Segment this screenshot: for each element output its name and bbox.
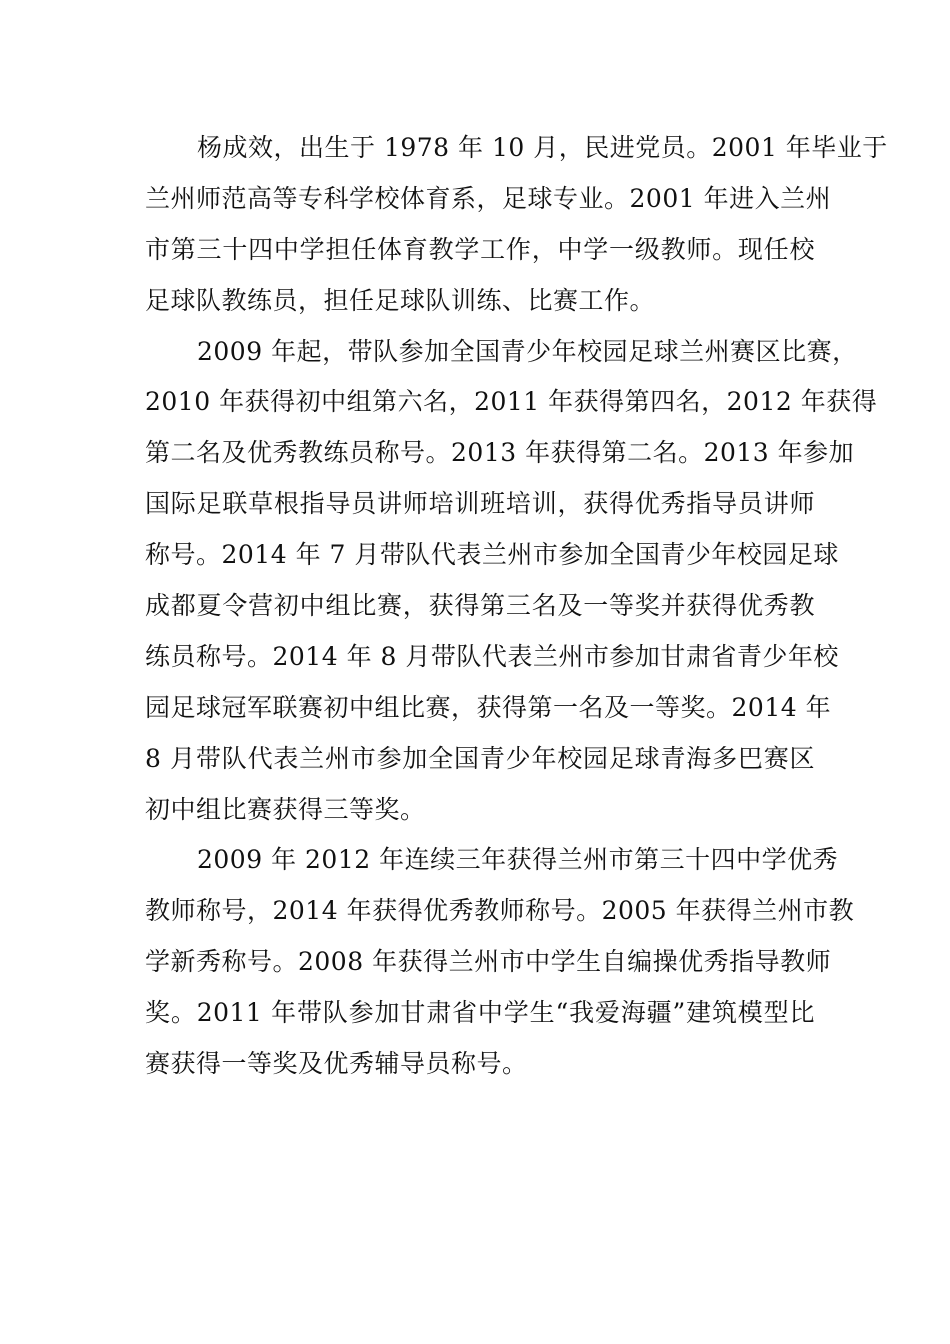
paragraph-2-line-4: 国际足联草根指导员讲师培训班培训，获得优秀指导员讲师 [145, 489, 815, 519]
paragraph-1-line-3: 市第三十四中学担任体育教学工作，中学一级教师。现任校 [145, 234, 815, 264]
paragraph-2-line-9: 8 月带队代表兰州市参加全国青少年校园足球青海多巴赛区 [145, 743, 815, 773]
paragraph-2-line-1: 2009 年起，带队参加全国青少年校园足球兰州赛区比赛， [197, 336, 858, 366]
paragraph-2-line-6: 成都夏令营初中组比赛，获得第三名及一等奖并获得优秀教 [145, 591, 815, 621]
paragraph-1-line-2: 兰州师范高等专科学校体育系，足球专业。2001 年进入兰州 [145, 183, 832, 213]
paragraph-1-line-1: 杨成效，出生于 1978 年 10 月，民进党员。2001 年毕业于 [197, 133, 888, 162]
paragraph-3-line-2: 教师称号，2014 年获得优秀教师称号。2005 年获得兰州市教 [145, 896, 855, 926]
paragraph-2-line-8: 园足球冠军联赛初中组比赛，获得第一名及一等奖。2014 年 [145, 692, 832, 722]
paragraph-3-line-1: 2009 年 2012 年连续三年获得兰州市第三十四中学优秀 [197, 845, 839, 875]
paragraph-3-line-5: 赛获得一等奖及优秀辅导员称号。 [145, 1049, 528, 1079]
biography-text [145, 123, 888, 1090]
paragraph-2-line-2: 2010 年获得初中组第六名，2011 年获得第四名，2012 年获得 [145, 387, 878, 417]
paragraph-2-line-3: 第二名及优秀教练员称号。2013 年获得第二名。2013 年参加 [145, 438, 855, 468]
paragraph-3-line-3: 学新秀称号。2008 年获得兰州市中学生自编操优秀指导教师 [145, 947, 832, 977]
paragraph-2-line-7: 练员称号。2014 年 8 月带队代表兰州市参加甘肃省青少年校 [145, 641, 839, 671]
paragraph-2-line-10: 初中组比赛获得三等奖。 [145, 794, 426, 824]
paragraph-2-line-5: 称号。2014 年 7 月带队代表兰州市参加全国青少年校园足球 [145, 540, 839, 570]
paragraph-1-line-4: 足球队教练员，担任足球队训练、比赛工作。 [145, 285, 656, 315]
paragraph-3-line-4: 奖。2011 年带队参加甘肃省中学生“我爱海疆”建筑模型比 [145, 998, 815, 1028]
